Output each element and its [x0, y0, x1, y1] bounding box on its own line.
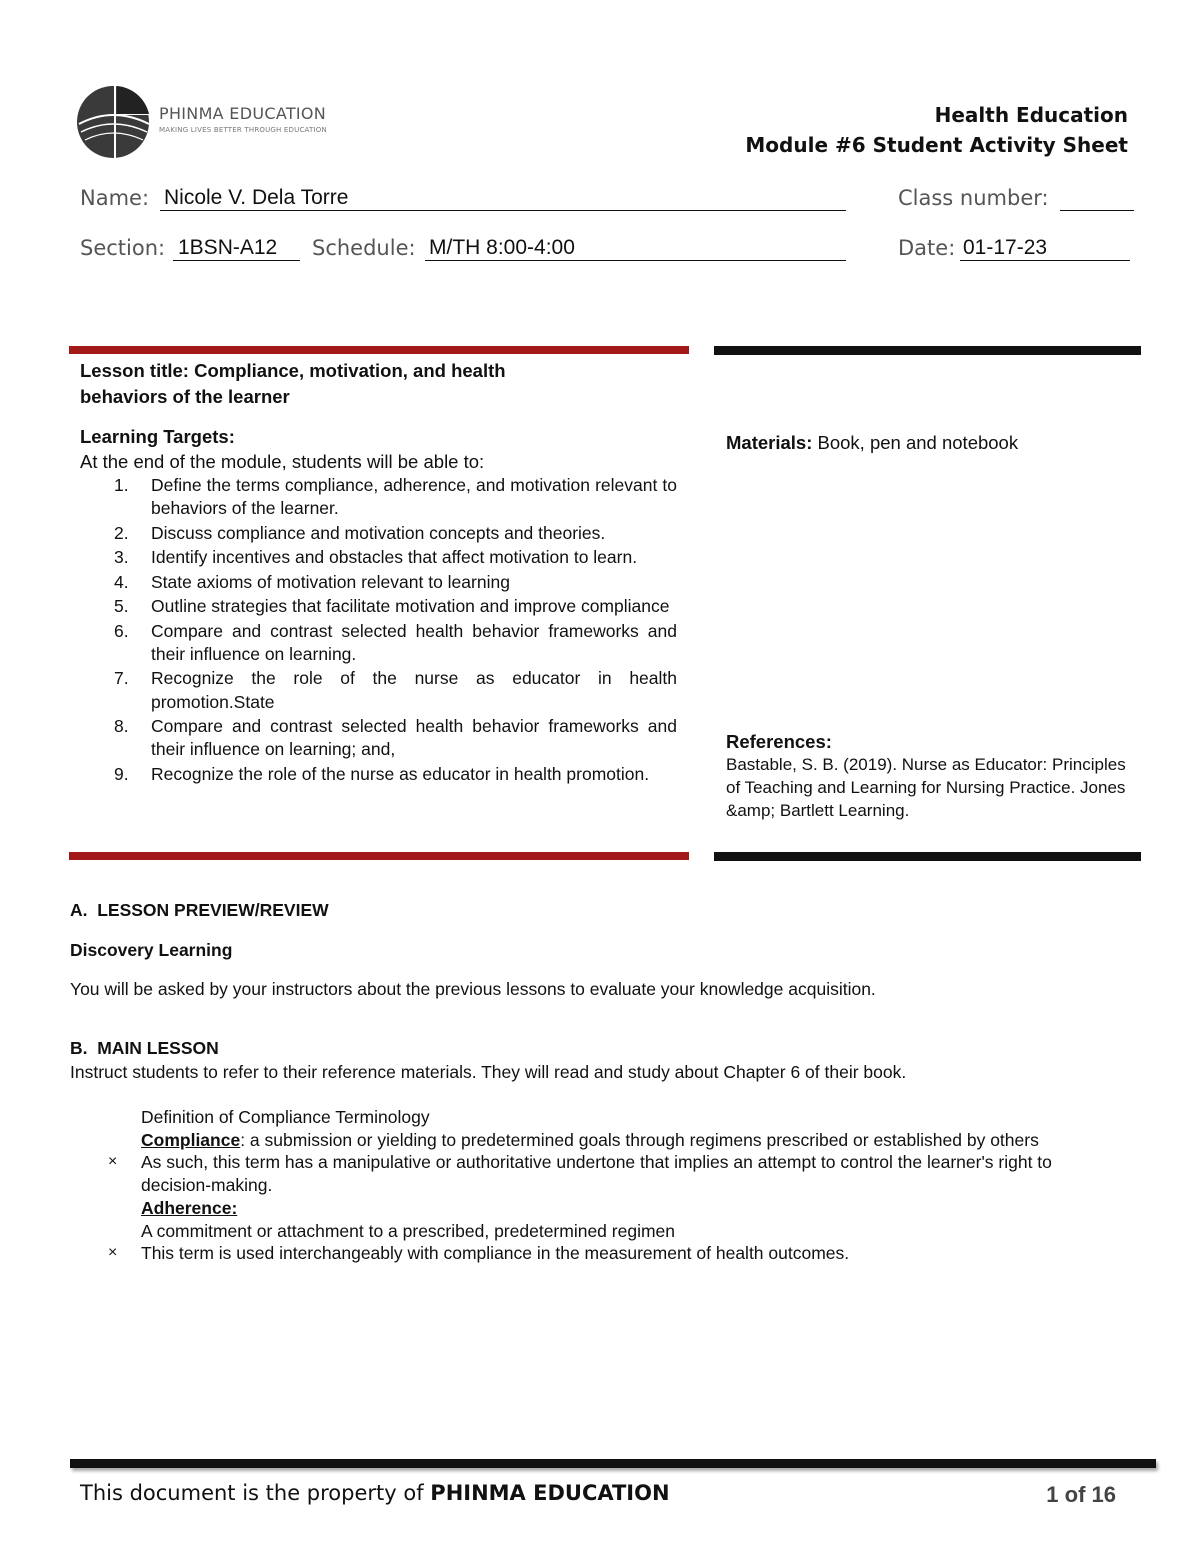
schedule-value: M/TH 8:00-4:00	[429, 236, 575, 259]
list-number: 7.	[114, 668, 129, 689]
footer-divider	[70, 1459, 1156, 1468]
section-b-heading: B. MAIN LESSON	[70, 1038, 219, 1058]
adherence-note: This term is used interchangeably with compliance in the measurement of health outcomes.	[141, 1243, 850, 1264]
schedule-label: Schedule:	[312, 236, 416, 260]
references	[726, 731, 1126, 822]
learning-targets-list	[80, 474, 677, 786]
list-item	[80, 595, 677, 618]
phinma-logo	[75, 84, 335, 160]
list-text: State axioms of motivation relevant to learning	[151, 571, 510, 592]
class-number-field[interactable]	[1060, 186, 1134, 211]
list-text: Discuss compliance and motivation concepts and theories.	[151, 522, 606, 543]
date-field[interactable]	[960, 236, 1130, 261]
list-number: 6.	[114, 620, 129, 641]
list-item	[80, 620, 677, 666]
materials-box-top-border	[714, 346, 1141, 355]
list-text: Define the terms compliance, adherence, and motivation relevant to behaviors of the learner.	[151, 475, 677, 519]
definition-title: Definition of Compliance Terminology	[141, 1107, 430, 1127]
lesson-box-top-border	[69, 346, 689, 354]
learning-targets-intro: At the end of the module, students will be able to:	[80, 451, 485, 472]
list-number: 3.	[114, 547, 129, 568]
list-item	[108, 1242, 1121, 1265]
lesson-title-line2: behaviors of the learner	[80, 386, 290, 407]
date-label: Date:	[898, 236, 956, 260]
list-text: Compare and contrast selected health behavior frameworks and their influence on learning; and,	[151, 716, 677, 760]
list-text: Recognize the role of the nurse as educator in health promotion.	[151, 763, 650, 784]
discovery-learning-heading: Discovery Learning	[70, 940, 233, 960]
footer-prefix: This document is the property of	[80, 1481, 431, 1505]
name-label: Name:	[80, 186, 150, 210]
materials-box-bottom-border	[714, 852, 1141, 861]
list-item	[80, 667, 677, 713]
x-bullet-icon: ×	[108, 1153, 118, 1171]
adherence-term: Adherence:	[141, 1197, 238, 1218]
list-number: 1.	[114, 475, 129, 495]
lesson-title-line1: Lesson title: Compliance, motivation, and health	[80, 360, 506, 381]
list-item	[80, 474, 677, 520]
compliance-definition	[141, 1129, 1121, 1152]
list-text: Recognize the role of the nurse as educator in health promotion.State	[151, 668, 677, 712]
section-field[interactable]	[173, 236, 300, 261]
list-text: Identify incentives and obstacles that affect motivation to learn.	[151, 547, 638, 568]
list-item	[80, 763, 677, 786]
document-title	[745, 100, 1128, 160]
list-number: 4.	[114, 571, 129, 592]
section-a-text: You will be asked by your instructors about the previous lessons to evaluate your knowledge acquisition.	[70, 979, 876, 999]
list-item	[80, 546, 677, 569]
logo-tagline: MAKING LIVES BETTER THROUGH EDUCATION	[159, 126, 327, 134]
footer-org: PHINMA EDUCATION	[430, 1481, 670, 1505]
x-bullet-icon: ×	[108, 1244, 118, 1262]
materials-value: Book, pen and notebook	[817, 432, 1019, 453]
footer-text	[80, 1481, 670, 1505]
page-number: 1 of 16	[1046, 1482, 1116, 1507]
logo-wordmark: PHINMA EDUCATION	[159, 104, 327, 123]
date-value: 01-17-23	[963, 236, 1048, 259]
list-number: 2.	[114, 522, 129, 543]
compliance-term: Compliance	[141, 1129, 241, 1150]
subject-title: Health Education	[934, 103, 1128, 127]
lesson-title	[80, 358, 677, 410]
list-item	[80, 522, 677, 545]
section-label: Section:	[80, 236, 166, 260]
schedule-field[interactable]	[425, 236, 846, 261]
name-field[interactable]	[160, 186, 846, 211]
section-a-heading: A. LESSON PREVIEW/REVIEW	[70, 900, 329, 920]
class-number-label: Class number:	[898, 186, 1049, 210]
list-number: 8.	[114, 716, 129, 737]
list-number: 9.	[114, 763, 129, 784]
learning-targets-heading: Learning Targets:	[80, 426, 235, 447]
phinma-globe-icon	[75, 84, 153, 160]
compliance-note: As such, this term has a manipulative or authoritative undertone that implies an attempt to control the learner's right to decision-making.	[141, 1152, 1052, 1196]
references-text: Bastable, S. B. (2019). Nurse as Educator: Principles of Teaching and Learning for Nursing Practice. Jones &amp; Bartlett Learning.	[726, 755, 1126, 820]
definitions-block	[108, 1106, 1121, 1265]
list-number: 5.	[114, 596, 129, 617]
list-text: Outline strategies that facilitate motivation and improve compliance	[151, 596, 670, 617]
list-item	[80, 571, 677, 594]
lesson-box-bottom-border	[69, 852, 689, 860]
references-heading: References:	[726, 731, 832, 752]
lesson-box	[80, 358, 677, 787]
section-b-text: Instruct students to refer to their reference materials. They will read and study about Chapter 6 of their book.	[70, 1062, 907, 1082]
list-item	[80, 715, 677, 761]
section-value: 1BSN-A12	[178, 236, 278, 259]
materials	[726, 432, 1018, 454]
list-item	[108, 1151, 1121, 1196]
sheet-title: Module #6 Student Activity Sheet	[745, 133, 1128, 157]
list-text: Compare and contrast selected health behavior frameworks and their influence on learning.	[151, 620, 677, 664]
compliance-def: : a submission or yielding to predetermined goals through regimens prescribed or established by others	[240, 1129, 1039, 1150]
name-value: Nicole V. Dela Torre	[164, 186, 349, 209]
adherence-def: A commitment or attachment to a prescribed, predetermined regimen	[141, 1220, 675, 1241]
materials-label: Materials:	[726, 432, 813, 453]
